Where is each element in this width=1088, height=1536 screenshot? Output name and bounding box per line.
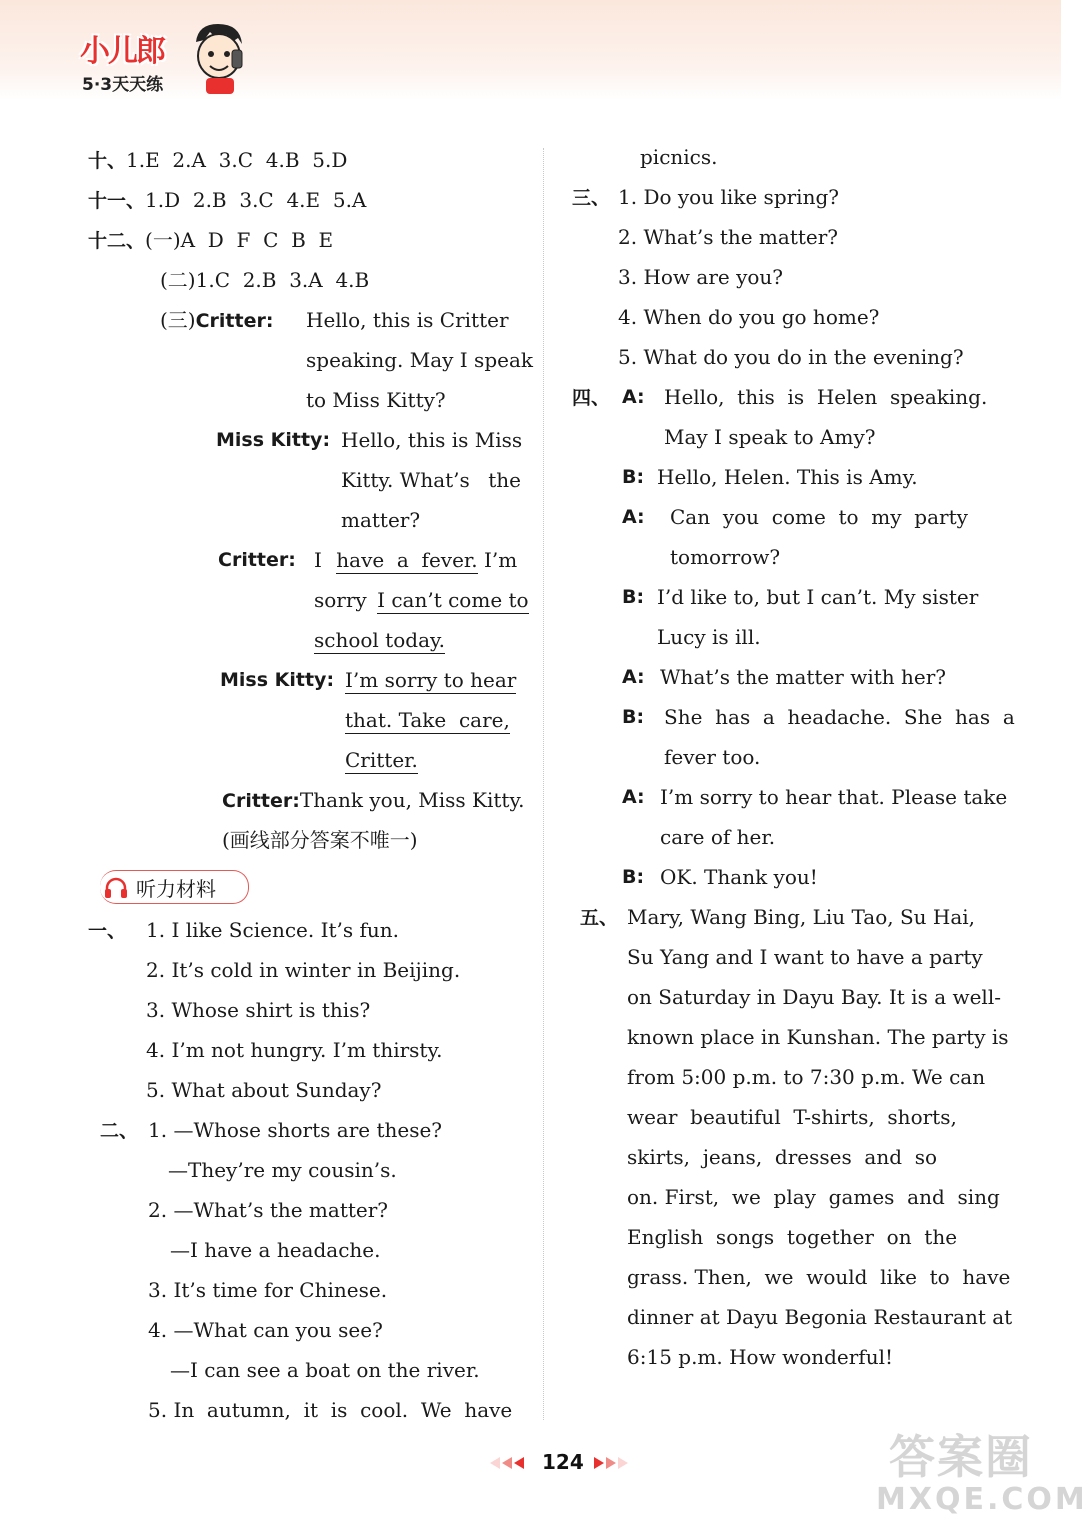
dialog-line: OK. Thank you! — [660, 865, 818, 889]
listening-line: 2. It’s cold in winter in Beijing. — [146, 958, 461, 982]
s3-label — [572, 182, 610, 212]
answer-line: 4. When do you go home? — [618, 305, 880, 329]
paragraph-line: skirts, jeans, dresses and so — [627, 1145, 938, 1169]
section-label: 十二、 — [88, 230, 146, 252]
dialog-line: Lucy is ill. — [657, 625, 761, 649]
dialog-text: I’m — [484, 548, 518, 572]
part-label: (三) — [160, 308, 196, 332]
answer-underline: I’m sorry to hear — [345, 668, 517, 692]
dialog-line: Hello, this is Miss — [341, 428, 523, 452]
speaker-name: Critter: — [218, 549, 296, 571]
speaker-name: Critter: — [222, 790, 300, 812]
watermark-url: MXQE.COM — [876, 1482, 1088, 1517]
brand-logo — [70, 20, 250, 100]
dialog-line: What’s the matter with her? — [660, 665, 946, 689]
listening-line: 4. —What can you see? — [148, 1318, 383, 1342]
dialog-line: Hello, this is Critter — [306, 308, 509, 332]
answer-line: 1. Do you like spring? — [618, 185, 839, 209]
paragraph-line: Su Yang and I want to have a party — [627, 945, 983, 969]
paragraph-line: from 5:00 p.m. to 7:30 p.m. We can — [627, 1065, 986, 1089]
speaker-name: Critter: — [195, 310, 274, 332]
answers: 1.C 2.B 3.A 4.B — [195, 268, 370, 292]
dialog-text: Kitty. What’s — [341, 468, 470, 492]
dialog-line: Hello, Helen. This is Amy. — [657, 465, 918, 489]
dialog-line: I’m sorry to hear that. Please take — [660, 785, 1008, 809]
dialog-line: care of her. — [660, 825, 776, 849]
answer-row-12 — [88, 225, 333, 255]
dialog-line — [314, 585, 529, 615]
answer-row-11 — [88, 185, 366, 215]
paragraph-line: English songs together on the — [627, 1225, 958, 1249]
s4-label — [572, 382, 610, 412]
continued-line: picnics. — [640, 145, 718, 169]
answer-underline: have a fever. — [336, 548, 478, 572]
answer-line: 2. What’s the matter? — [618, 225, 839, 249]
brand-title: 小儿郎 — [80, 34, 164, 69]
next-arrows-icon — [594, 1457, 634, 1469]
s5-label — [580, 902, 618, 932]
speaker-name: B: — [622, 706, 645, 728]
section-label: 十一、 — [88, 190, 146, 212]
dialog-text: sorry — [314, 588, 367, 612]
paragraph-line: 6:15 p.m. How wonderful! — [627, 1345, 894, 1369]
answers: A D F C B E — [180, 228, 334, 252]
dialog-line — [345, 745, 418, 775]
section-label: 二、 — [100, 1120, 139, 1142]
watermark-text: 答案圈 — [889, 1430, 1033, 1484]
answer-note: (画线部分答案不唯一) — [222, 828, 418, 852]
headphones-icon — [104, 877, 128, 899]
paragraph-line: Mary, Wang Bing, Liu Tao, Su Hai, — [627, 905, 976, 929]
prev-arrows-icon — [490, 1457, 530, 1469]
speaker-name: A: — [622, 506, 645, 528]
speaker-name: Miss Kitty: — [216, 429, 331, 451]
section-label: 十、 — [88, 150, 127, 172]
answer-underline: that. Take care, — [345, 708, 510, 732]
dialog-line: speaking. May I speak — [306, 348, 534, 372]
listening-materials-heading — [100, 870, 249, 904]
listening-line: 5. In autumn, it is cool. We have — [148, 1398, 513, 1422]
speaker-name: A: — [622, 666, 645, 688]
listening-line: 3. Whose shirt is this? — [146, 998, 371, 1022]
answer-row-12-2 — [160, 265, 369, 295]
l2-label — [100, 1115, 138, 1145]
listening-line: 2. —What’s the matter? — [148, 1198, 389, 1222]
paragraph-line: dinner at Dayu Begonia Restaurant at — [627, 1305, 1013, 1329]
dialog-line: She has a headache. She has a — [664, 705, 1015, 729]
dialog-line: matter? — [341, 508, 421, 532]
dialog-line — [341, 465, 521, 495]
dialog-text: Thank you, Miss Kitty. — [299, 788, 525, 812]
dialog-line — [222, 785, 524, 815]
dialog-line: tomorrow? — [670, 545, 781, 569]
dialog-line: I’d like to, but I can’t. My sister — [657, 585, 979, 609]
section-label: 一、 — [88, 920, 127, 942]
column-divider — [543, 148, 544, 1420]
part-label: (二) — [160, 268, 196, 292]
dialog-line — [345, 665, 516, 695]
speaker-name: Miss Kitty: — [220, 669, 335, 691]
page-number: 124 — [542, 1450, 584, 1474]
listening-line: —I can see a boat on the river. — [170, 1358, 480, 1382]
watermark — [876, 1430, 1088, 1526]
answer-underline: school today. — [314, 628, 445, 652]
dialog-text: the — [488, 468, 521, 492]
part-3-label — [160, 305, 273, 335]
listening-line: —I have a headache. — [170, 1238, 381, 1262]
paragraph-line: wear beautiful T-shirts, shorts, — [627, 1105, 957, 1129]
section-label: 五、 — [580, 907, 619, 929]
section-label: 四、 — [572, 387, 611, 409]
listening-line: 1. I like Science. It’s fun. — [146, 918, 400, 942]
dialog-line: Can you come to my party — [670, 505, 968, 529]
dialog-line: fever too. — [664, 745, 761, 769]
speaker-name: A: — [622, 786, 645, 808]
series-title: 5·3天天练 — [82, 75, 164, 95]
listening-line: —They’re my cousin’s. — [168, 1158, 397, 1182]
paragraph-line: on. First, we play games and sing — [627, 1185, 1000, 1209]
listening-line: 3. It’s time for Chinese. — [148, 1278, 388, 1302]
speaker-name: B: — [622, 466, 645, 488]
section-label: 三、 — [572, 187, 611, 209]
speaker-name: A: — [622, 386, 645, 408]
answers: 1.D 2.B 3.C 4.E 5.A — [145, 188, 367, 212]
answer-line: 3. How are you? — [618, 265, 784, 289]
dialog-text: I — [314, 548, 322, 572]
answer-underline: Critter. — [345, 748, 418, 772]
listening-line: 5. What about Sunday? — [146, 1078, 382, 1102]
listening-line: 4. I’m not hungry. I’m thirsty. — [146, 1038, 443, 1062]
speaker-name: B: — [622, 586, 645, 608]
dialog-line — [314, 545, 517, 575]
paragraph-line: grass. Then, we would like to have — [627, 1265, 1011, 1289]
answers: 1.E 2.A 3.C 4.B 5.D — [126, 148, 348, 172]
part-label: (一) — [145, 228, 181, 252]
paragraph-line: on Saturday in Dayu Bay. It is a well- — [627, 985, 1001, 1009]
dialog-line: to Miss Kitty? — [306, 388, 446, 412]
answer-line: 5. What do you do in the evening? — [618, 345, 964, 369]
listening-line: 1. —Whose shorts are these? — [148, 1118, 443, 1142]
l1-label — [88, 915, 126, 945]
paragraph-line: known place in Kunshan. The party is — [627, 1025, 1009, 1049]
dialog-line: Hello, this is Helen speaking. — [664, 385, 988, 409]
page-footer — [490, 1448, 640, 1478]
answer-underline: I can’t come to — [377, 588, 529, 612]
answer-row-10 — [88, 145, 347, 175]
dialog-line: May I speak to Amy? — [664, 425, 876, 449]
dialog-line — [345, 705, 510, 735]
boy-mascot-icon — [188, 20, 250, 96]
speaker-name: B: — [622, 866, 645, 888]
listening-title: 听力材料 — [136, 877, 216, 901]
dialog-line — [314, 625, 445, 655]
